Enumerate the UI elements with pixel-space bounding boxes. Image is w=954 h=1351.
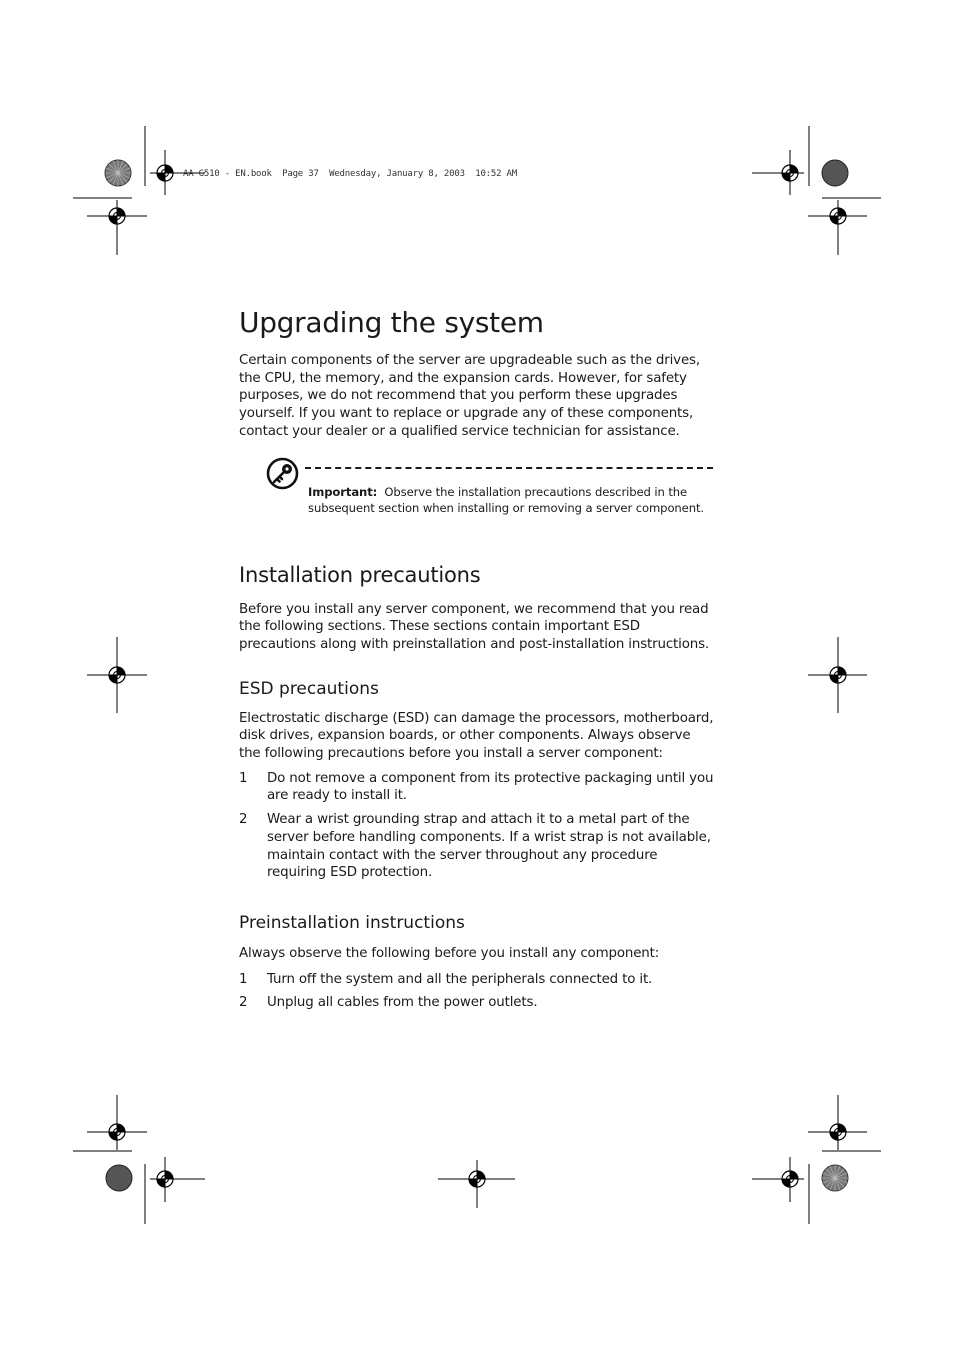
list-item-text: Unplug all cables from the power outlets. bbox=[267, 995, 538, 1011]
list-item-text: Turn off the system and all the peripherals connected to it. bbox=[267, 971, 653, 987]
page-content bbox=[239, 300, 714, 1012]
list-item-number: 2 bbox=[239, 812, 248, 828]
esd-heading: ESD precautions bbox=[239, 678, 379, 699]
list-item bbox=[239, 770, 714, 805]
list-item-text: Wear a wrist grounding strap and attach it to a metal part of the server before handling components. If a wrist strap is not available, maintain contact with the server throughout any procedure requiring ESD protection. bbox=[267, 812, 711, 881]
note-text bbox=[308, 484, 718, 516]
preinstall-paragraph: Always observe the following before you install any component: bbox=[239, 945, 660, 961]
preinstall-list bbox=[239, 971, 714, 1012]
list-item bbox=[239, 994, 714, 1012]
important-note bbox=[266, 457, 714, 535]
list-item bbox=[239, 811, 714, 882]
list-item-number: 2 bbox=[239, 995, 248, 1011]
note-label: Important: bbox=[308, 484, 378, 499]
page-title: Upgrading the system bbox=[239, 306, 544, 339]
list-item-number: 1 bbox=[239, 971, 248, 987]
list-item-number: 1 bbox=[239, 770, 248, 786]
installation-heading: Installation precautions bbox=[239, 562, 481, 587]
preinstall-heading: Preinstallation instructions bbox=[239, 912, 465, 933]
esd-list bbox=[239, 770, 714, 882]
note-body: Observe the installation precautions described in the subsequent section when installing or removing a server component. bbox=[308, 484, 704, 515]
esd-paragraph: Electrostatic discharge (ESD) can damage the processors, motherboard, disk drives, expansion boards, or other components. Always observe the following precautions before you install a server component: bbox=[239, 710, 714, 762]
installation-paragraph: Before you install any server component, we recommend that you read the following sections. These sections contain important ESD precautions along with preinstallation and post-installation instructions. bbox=[239, 601, 710, 652]
key-icon bbox=[266, 457, 299, 490]
book-slug: AA G510 - EN.book Page 37 Wednesday, January 8, 2003 10:52 AM bbox=[183, 169, 517, 179]
list-item-text: Do not remove a component from its protective packaging until you are ready to install it. bbox=[267, 770, 714, 804]
note-divider bbox=[305, 467, 713, 469]
list-item bbox=[239, 971, 714, 989]
intro-paragraph: Certain components of the server are upgradeable such as the drives, the CPU, the memory, and the expansion cards. However, for safety purposes, we do not recommend that you perform these upgrades yourself. If you want to replace or upgrade any of these components, contact your dealer or a qualified service technician for assistance. bbox=[239, 353, 700, 439]
